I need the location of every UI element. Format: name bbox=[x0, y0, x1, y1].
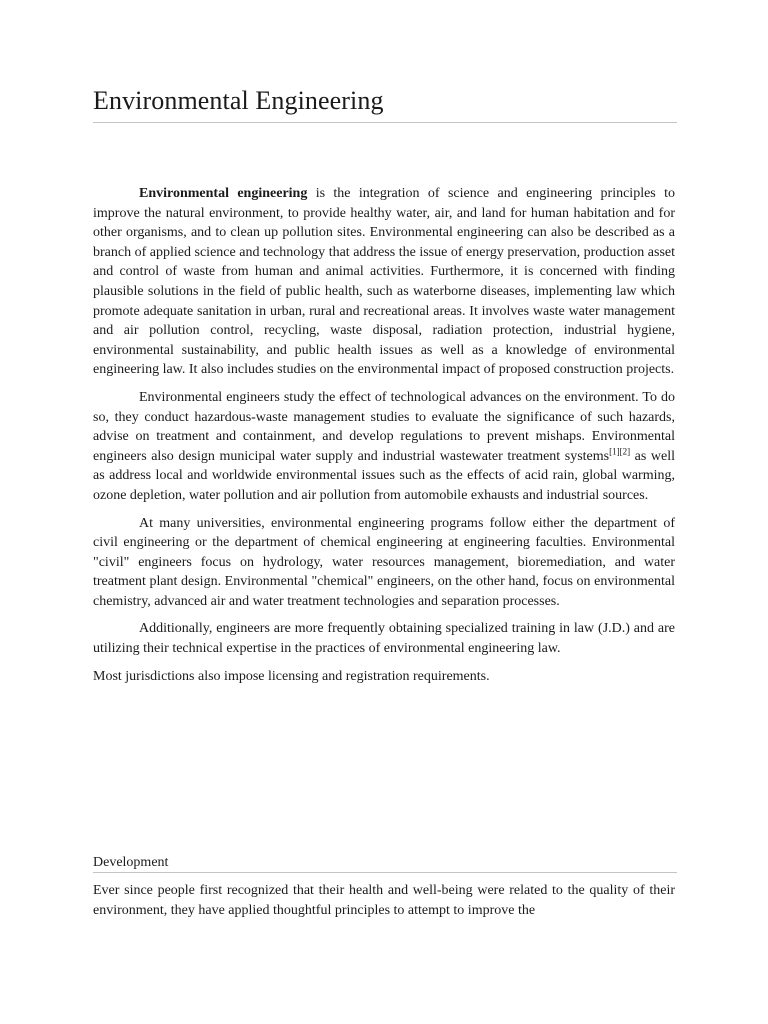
paragraph-text: is the integration of science and engineering principles to improve the natural environment, to provide healthy water, air, and land for human habitation and for other organisms, and to clean up pollution sites. Environmental engineering can also be described as a branch of applied science and technology that address the issue of energy preservation, production asset and control of waste from human and animal activities. Furthermore, it is concerned with finding plausible solutions in the field of public health, such as waterborne diseases, implementing law which promote adequate sanitation in urban, rural and recreational areas. It involves waste water management and air pollution control, recycling, waste disposal, radiation protection, industrial hygiene, environmental sustainability, and public health issues as well as a knowledge of environmental engineering law. It also includes studies on the environmental impact of proposed construction projects. bbox=[93, 186, 676, 378]
paragraph-licensing: Most jurisdictions also impose licensing and registration requirements. bbox=[93, 668, 490, 684]
section-divider bbox=[93, 872, 677, 873]
paragraph-intro bbox=[93, 184, 675, 380]
lead-term: Environmental engineering bbox=[139, 186, 308, 201]
paragraph-development: Ever since people first recognized that their health and well-being were related to the quality of their environment, they have applied thoughtful principles to attempt to improve the bbox=[93, 883, 675, 918]
paragraph-universities: At many universities, environmental engineering programs follow either the department of civil engineering or the department of chemical engineering at engineering faculties. Environmental "civil" engineers focus on hydrology, water resources management, bioremediation, and water treatment plant design. Environmental "chemical" engineers, on the other hand, focus on environmental chemistry, advanced air and water treatment technologies and separation processes. bbox=[93, 515, 675, 609]
paragraph-text: as well as address local and worldwide environmental issues such as the effects of acid rain, global warming, ozone depletion, water pollution and air pollution from automobile exhausts and industrial sources. bbox=[93, 448, 676, 503]
paragraph-engineers bbox=[93, 388, 675, 506]
reference-links[interactable]: [1][2] bbox=[609, 446, 631, 457]
document-title: Environmental Engineering bbox=[93, 86, 384, 115]
title-divider bbox=[93, 122, 677, 123]
section-body bbox=[93, 881, 675, 920]
paragraph-law-training: Additionally, engineers are more frequently obtaining specialized training in law (J.D.) and are utilizing their technical expertise in the practices of environmental engineering law. bbox=[93, 621, 675, 657]
paragraph-text: Environmental engineers study the effect of technological advances on the environment. To do so, they conduct hazardous-waste management studies to evaluate the significance of such hazards, advise on treatment and containment, and develop regulations to prevent mishaps. Environmental engineers also design municipal water supply and industrial wastewater treatment systems bbox=[93, 389, 675, 464]
document-body bbox=[93, 184, 675, 694]
section-heading: Development bbox=[93, 855, 169, 870]
